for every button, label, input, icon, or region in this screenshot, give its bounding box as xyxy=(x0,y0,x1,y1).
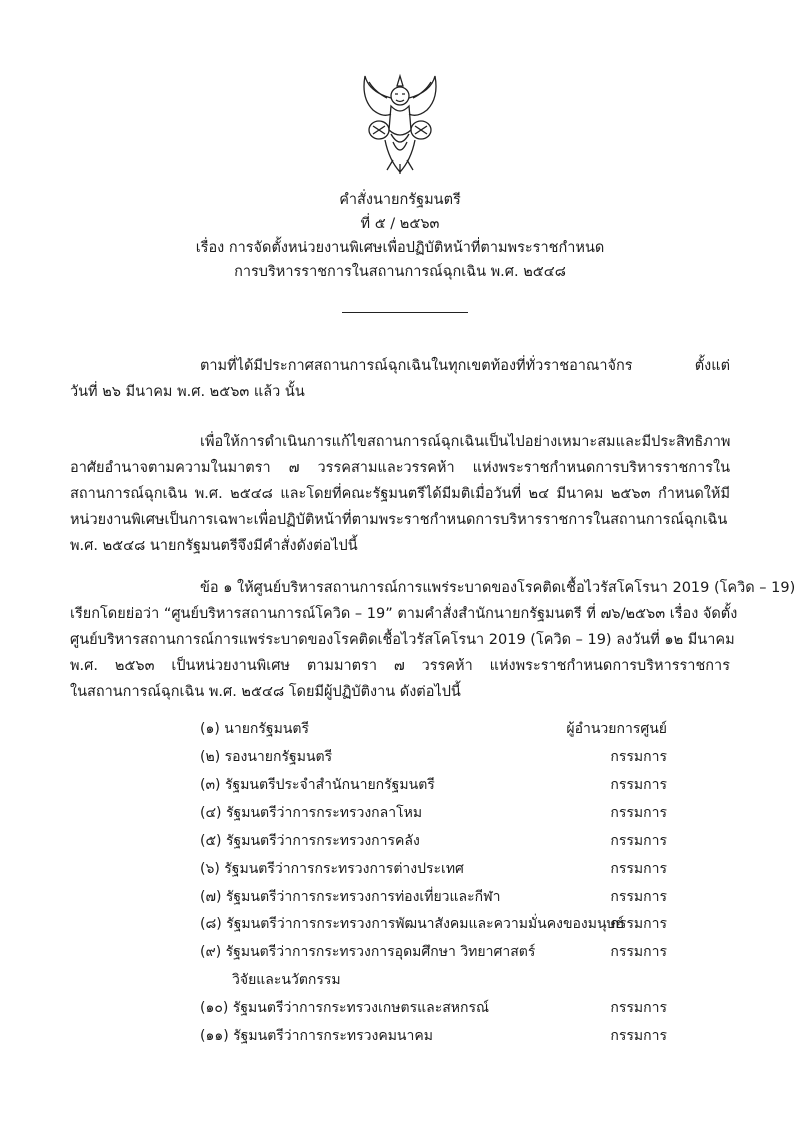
paragraph-1-line-2: วันที่ ๒๖ มีนาคม พ.ศ. ๒๕๖๓ แล้ว นั้น xyxy=(70,384,305,400)
paragraph-3-line-2: เรียกโดยย่อว่า “ศูนย์บริหารสถานการณ์โควิด – 19” ตามคำสั่งสำนักนายกรัฐมนตรี ที่ ๗๖/๒๕๖๓ เรื่อง จัดตั้ง xyxy=(70,606,738,622)
member-role: กรรมการ xyxy=(610,749,667,765)
member-role: กรรมการ xyxy=(610,916,667,932)
member-role: กรรมการ xyxy=(610,833,667,849)
subject-line-2: การบริหารราชการในสถานการณ์ฉุกเฉิน พ.ศ. ๒๕๔๘ xyxy=(234,264,566,280)
paragraph-3-line-5: ในสถานการณ์ฉุกเฉิน พ.ศ. ๒๕๔๘ โดยมีผู้ปฏิบัติงาน ดังต่อไปนี้ xyxy=(70,684,461,700)
member-label: (๑) นายกรัฐมนตรี xyxy=(200,721,310,737)
member-role: กรรมการ xyxy=(610,1000,667,1016)
member-role: กรรมการ xyxy=(610,805,667,821)
member-label: (๑๑) รัฐมนตรีว่าการกระทรวงคมนาคม xyxy=(200,1028,433,1044)
member-label: (๔) รัฐมนตรีว่าการกระทรวงกลาโหม xyxy=(200,805,423,821)
subject-line-1: เรื่อง การจัดตั้งหน่วยงานพิเศษเพื่อปฏิบัติหน้าที่ตามพระราชกำหนด xyxy=(195,240,605,256)
order-number: ที่ ๕ / ๒๕๖๓ xyxy=(360,216,440,232)
member-role: กรรมการ xyxy=(610,777,667,793)
member-label: (๒) รองนายกรัฐมนตรี xyxy=(200,749,333,765)
member-role: ผู้อำนวยการศูนย์ xyxy=(566,721,667,737)
paragraph-1-line-1: ตามที่ได้มีประกาศสถานการณ์ฉุกเฉินในทุกเขตท้องที่ทั่วราชอาณาจักร ตั้งแต่ xyxy=(200,358,730,374)
member-label: (๘) รัฐมนตรีว่าการกระทรวงการพัฒนาสังคมและความมั่นคงของมนุษย์ xyxy=(200,916,624,932)
divider-line xyxy=(342,312,468,313)
paragraph-2-line-3: สถานการณ์ฉุกเฉิน พ.ศ. ๒๕๔๘ และโดยที่คณะรัฐมนตรีได้มีมติเมื่อวันที่ ๒๔ มีนาคม ๒๕๖๓ กำหนดให้มี xyxy=(70,486,730,502)
member-label: (๑๐) รัฐมนตรีว่าการกระทรวงเกษตรและสหกรณ์ xyxy=(200,1000,489,1016)
member-label: (๗) รัฐมนตรีว่าการกระทรวงการท่องเที่ยวและกีฬา xyxy=(200,889,501,905)
member-role: กรรมการ xyxy=(610,1028,667,1044)
paragraph-3-line-1: ข้อ ๑ ให้ศูนย์บริหารสถานการณ์การแพร่ระบาดของโรคติดเชื้อไวรัสโคโรนา 2019 (โควิด – 19) xyxy=(200,580,796,596)
order-title: คำสั่งนายกรัฐมนตรี xyxy=(339,192,461,208)
member-label: (๙) รัฐมนตรีว่าการกระทรวงการอุดมศึกษา วิทยาศาสตร์ xyxy=(200,944,536,960)
member-role: กรรมการ xyxy=(610,889,667,905)
member-label: (๕) รัฐมนตรีว่าการกระทรวงการคลัง xyxy=(200,833,420,849)
paragraph-3-line-3: ศูนย์บริหารสถานการณ์การแพร่ระบาดของโรคติดเชื้อไวรัสโคโรนา 2019 (โควิด – 19) ลงวันที่ ๑๒ มีนาคม xyxy=(70,632,735,648)
paragraph-2-line-5: พ.ศ. ๒๕๔๘ นายกรัฐมนตรีจึงมีคำสั่งดังต่อไปนี้ xyxy=(70,538,358,554)
member-label: (๓) รัฐมนตรีประจำสำนักนายกรัฐมนตรี xyxy=(200,777,435,793)
paragraph-2-line-1: เพื่อให้การดำเนินการแก้ไขสถานการณ์ฉุกเฉินเป็นไปอย่างเหมาะสมและมีประสิทธิภาพ xyxy=(200,434,731,450)
garuda-emblem-icon xyxy=(355,68,445,178)
member-label: (๖) รัฐมนตรีว่าการกระทรวงการต่างประเทศ xyxy=(200,861,464,877)
member-label-continuation: วิจัยและนวัตกรรม xyxy=(232,972,341,988)
member-role: กรรมการ xyxy=(610,944,667,960)
member-role: กรรมการ xyxy=(610,861,667,877)
paragraph-3-line-4: พ.ศ. ๒๕๖๓ เป็นหน่วยงานพิเศษ ตามมาตรา ๗ วรรคห้า แห่งพระราชกำหนดการบริหารราชการ xyxy=(70,658,730,674)
paragraph-2-line-4: หน่วยงานพิเศษเป็นการเฉพาะเพื่อปฏิบัติหน้าที่ตามพระราชกำหนดการบริหารราชการในสถานการณ์ฉุกเฉิน xyxy=(70,512,728,528)
paragraph-2-line-2: อาศัยอำนาจตามความในมาตรา ๗ วรรคสามและวรรคห้า แห่งพระราชกำหนดการบริหารราชการใน xyxy=(70,460,730,476)
